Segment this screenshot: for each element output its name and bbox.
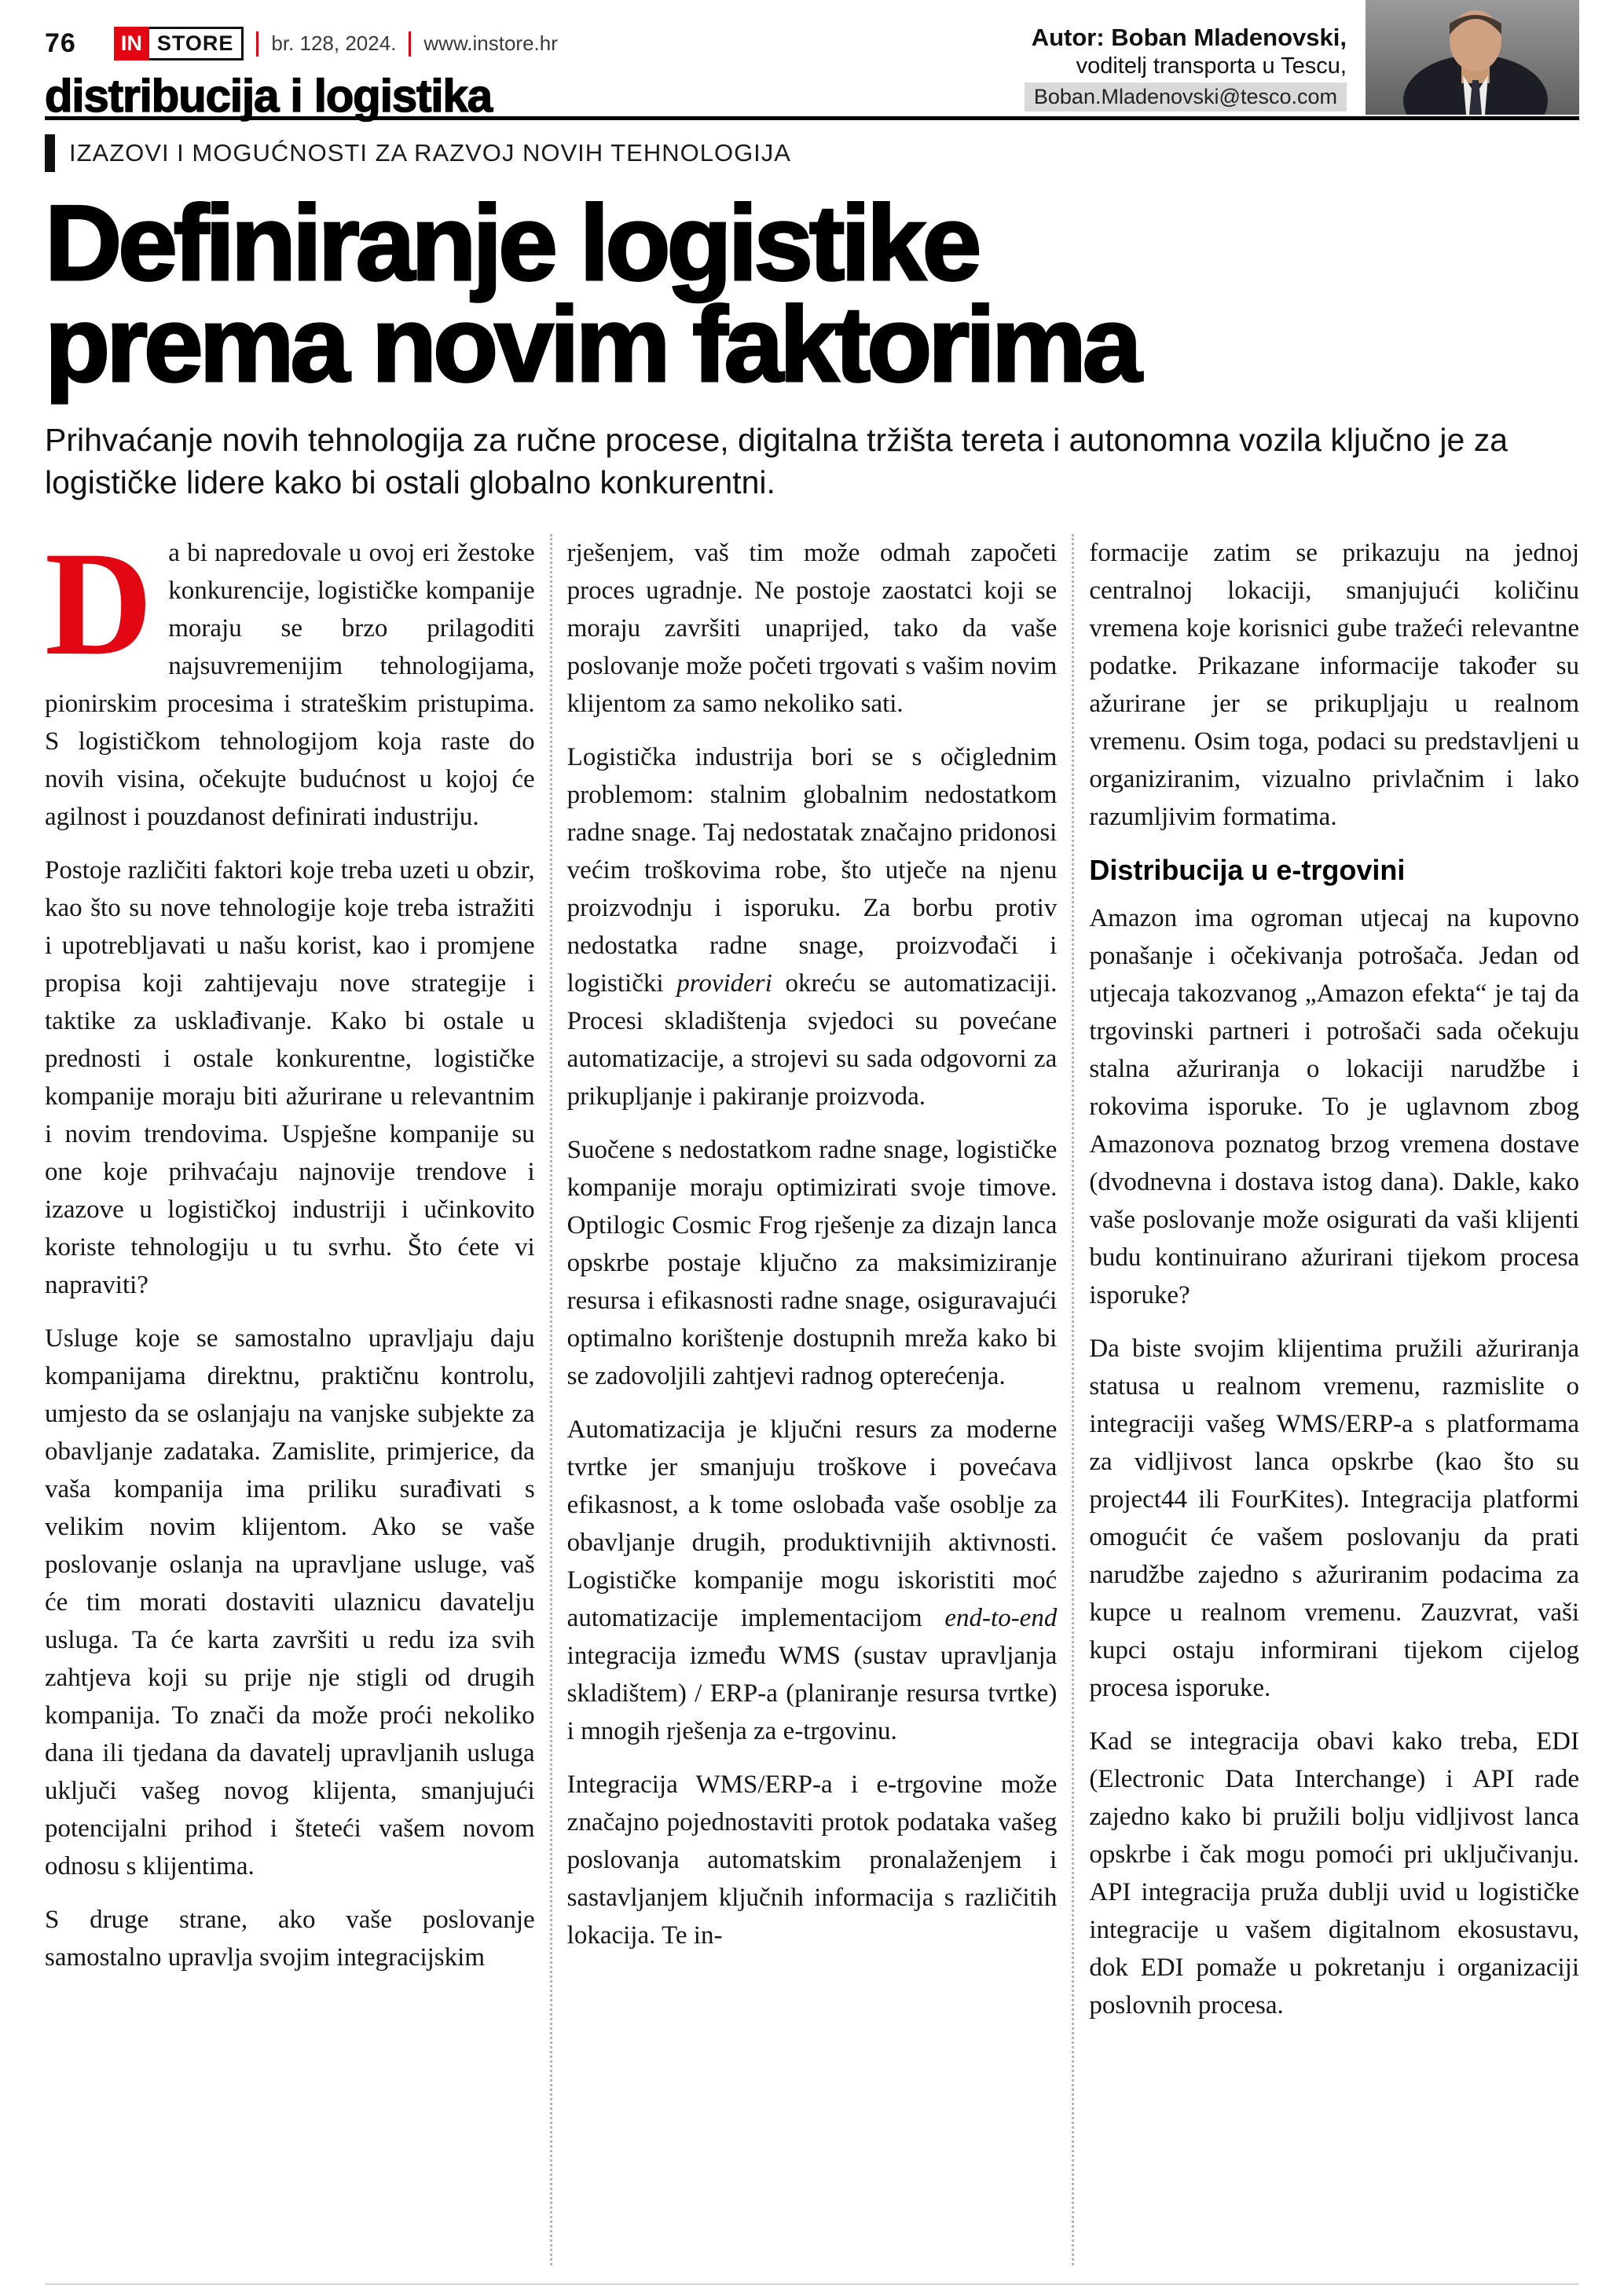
author-photo-illustration (1366, 0, 1579, 115)
column-divider-2 (1072, 534, 1074, 2265)
body-paragraph (45, 1901, 535, 1976)
author-block (1025, 24, 1347, 112)
article-headline (45, 183, 1579, 405)
text-segment: Integracija WMS/ERP-a i e-trgovine može značajno pojednostaviti protok podataka vašeg poslovanja automatskim pronalaženjem i sastavljanjem ključnih informacija s različitih lokacija. Te in- (566, 1770, 1058, 1950)
kicker-text: IZAZOVI I MOGUĆNOSTI ZA RAZVOJ NOVIH TEHNOLOGIJA (69, 139, 791, 167)
body-paragraph (1089, 1723, 1579, 2024)
kicker-bar (45, 134, 55, 172)
headline-line-1: Definiranje logistike (45, 183, 978, 302)
instore-logo (114, 27, 244, 60)
text-segment: S druge strane, ako vaše poslovanje samostalno upravlja svojim integracijskim (45, 1905, 535, 1972)
author-role: voditelj transporta u Tescu, (1076, 53, 1347, 79)
body-column-2 (567, 534, 1058, 2265)
body-paragraph (1089, 899, 1579, 1314)
body-paragraph (1089, 1330, 1579, 1707)
headline-line-2: prema novim faktorima (45, 284, 1138, 405)
text-segment: rješenjem, vaš tim može odmah započeti proces ugradnje. Ne postoje zaostatci koji se moraju završiti unaprijed, tako da vaše poslovanje može početi trgovati s vašim novim klijentom za samo nekoliko sati. (566, 538, 1058, 718)
kicker-row (45, 134, 1579, 172)
logo-store-text: STORE (149, 27, 244, 60)
body-column-1 (45, 534, 535, 2265)
text-segment: Automatizacija je ključni resurs za moderne tvrtke jer smanjuju troškove i povećava efikasnost, a k tome oslobađa vaše osoblje za obavljanje drugih, produktivnijih aktivnosti. Logističke kompanije mogu iskoristiti moć automatizacije implementacijom (566, 1415, 1058, 1632)
body-paragraph (567, 1411, 1058, 1750)
body-paragraph (45, 1320, 535, 1885)
header-meta-row (45, 0, 1579, 60)
text-segment: a bi napredovale u ovoj eri žestoke konkurencije, logističke kompanije moraju se brzo prilagoditi najsuvremenijim tehnologijama, pionirskim procesima i strateškim pristupima. S logističkom tehnologijom koja raste do novih visina, očekujte budućnost u kojoj će agilnost i pouzdanost definirati industriju. (45, 538, 535, 831)
column-divider-1 (550, 534, 552, 2265)
text-segment: Logistička industrija bori se s očiglednim problemom: stalnim globalnim nedostatkom radne snage. Taj nedostatak značajno pridonosi većim troškovima robe, što utječe na njenu proizvodnju i isporuku. Za borbu protiv nedostatka radne snage, proizvođači i logistički (566, 742, 1058, 998)
body-column-3 (1089, 534, 1579, 2265)
page-header (45, 0, 1579, 122)
body-paragraph (567, 534, 1058, 723)
article-body (45, 534, 1579, 2265)
body-paragraph (567, 1766, 1058, 1954)
issue-number: br. 128, 2024. (256, 31, 396, 57)
column-subheading: Distribucija u e-trgovini (1089, 853, 1406, 886)
section-title: distribucija i logistika (45, 71, 493, 122)
text-segment: okreću se automatizaciji. Procesi skladištenja svjedoci su povećane automatizacije, a strojevi su sada odgovorni za prikupljanje i pakiranje proizvoda. (566, 969, 1058, 1111)
dropcap-letter: D (45, 533, 153, 687)
text-segment: Kad se integracija obavi kako treba, EDI (Electronic Data Interchange) i API rade zajedno kako bi pružili bolju vidljivost lanca opskrbe i čak mogu pomoći pri uključivanju. API integracija pruža dublji uvid u logističke integracije u vašem digitalnom ekosustavu, dok EDI pomaže u pokretanju i organizaciji poslovnih procesa. (1089, 1727, 1579, 2020)
italic-text: provideri (676, 969, 772, 998)
article-lede: Prihvaćanje novih tehnologija za ručne procese, digitalna tržišta tereta i autonomna vozila ključno je za logističke lidere kako bi ostali globalno konkurentni. (45, 422, 1509, 501)
italic-text: end-to-end (944, 1603, 1058, 1632)
body-paragraph (567, 1131, 1058, 1395)
page-bottom-rule (45, 2283, 1579, 2285)
text-segment: Suočene s nedostatkom radne snage, logističke kompanije moraju optimizirati svoje timove. Optilogic Cosmic Frog rješenje za dizajn lanca opskrbe postaje ključno za maksimiziranje resursa i efikasnosti radne snage, osiguravajući optimalno korištenje dostupnih mreža kako bi se zadovoljili zahtjevi radnog opterećenja. (566, 1135, 1058, 1390)
website-url: www.instore.hr (409, 31, 558, 57)
author-photo (1366, 0, 1579, 115)
author-name: Autor: Boban Mladenovski, (1031, 24, 1347, 51)
body-paragraph (1089, 534, 1579, 836)
logo-in-badge: IN (114, 27, 149, 60)
author-email: Boban.Mladenovski@tesco.com (1025, 82, 1347, 112)
text-segment: Amazon ima ogroman utjecaj na kupovno ponašanje i očekivanja potrošača. Jedan od utjecaja takozvanog „Amazon efekta“ je taj da trgovinski partneri i potrošači sada očekuju stalna ažuriranja o lokaciji narudžbe i rokovima isporuke. To je uglavnom zbog Amazonova poznatog brzog vremena dostave (dvodnevna i dostava istog dana). Dakle, kako vaše poslovanje može osigurati da vaši klijenti budu kontinuirano ažurirani tijekom procesa isporuke? (1089, 904, 1579, 1310)
text-segment: Da biste svojim klijentima pružili ažuriranja statusa u realnom vremenu, razmislite o integraciji vašeg WMS/ERP-a s platformama za vidljivost lanca opskrbe (kao što su project44 ili FourKites). Integracija platformi omogućit će vašem poslovanju da prati narudžbe zajedno s ažuriranim podacima za kupce u realnom vremenu. Zauzvrat, vaši kupci ostaju informirani tijekom cijelog procesa isporuke. (1089, 1335, 1579, 1703)
text-segment: Usluge koje se samostalno upravljaju daju kompanijama direktnu, praktičnu kontrolu, umjesto da se oslanjaju na vanjske subjekte za obavljanje zadataka. Zamislite, primjerice, da vaša kompanija ima priliku surađivati s velikim novim klijentom. Ako se vaše poslovanje oslanja na upravljane usluge, vaš će tim morati dostaviti ulaznicu davatelju usluga. Ta će karta završiti u redu iza svih zahtjeva koji su prije nje stigli od drugih kompanija. To znači da može proći nekoliko dana ili tjedana da davatelj upravljanih usluga uključi vašeg novog klijenta, smanjujući potencijalni prihod i šteteći vašem novom odnosu s klijentima. (45, 1324, 535, 1880)
page-number: 76 (45, 28, 76, 58)
body-paragraph (567, 738, 1058, 1115)
body-paragraph (45, 851, 535, 1304)
text-segment: Postoje različiti faktori koje treba uzeti u obzir, kao što su nove tehnologije koje treba istražiti i upotrebljavati u našu korist, kao i promjene propisa koji zahtijevaju nove strategije i taktike za usklađivanje. Kako bi ostale u prednosti i ostale konkurentne, logističke kompanije moraju biti ažurirane u relevantnim i novim trendovima. Uspješne kompanije su one koje prihvaćaju najnovije trendove i izazove u logističkoj industriji i učinkovito koriste tehnologiju u tu svrhu. Što ćete vi napraviti? (45, 855, 535, 1299)
text-segment: integracija između WMS (sustav upravljanja skladištem) / ERP-a (planiranje resursa tvrtke) i mnogih rješenja za e-trgovinu. (566, 1641, 1058, 1745)
text-segment: formacije zatim se prikazuju na jednoj centralnoj lokaciji, smanjujući količinu vremena koje korisnici gube tražeći relevantne podatke. Prikazane informacije također su ažurirane jer se prikupljaju u realnom vremenu. Osim toga, podaci su predstavljeni u organiziranim, vizualno privlačnim i lako razumljivim formatima. (1089, 538, 1579, 831)
